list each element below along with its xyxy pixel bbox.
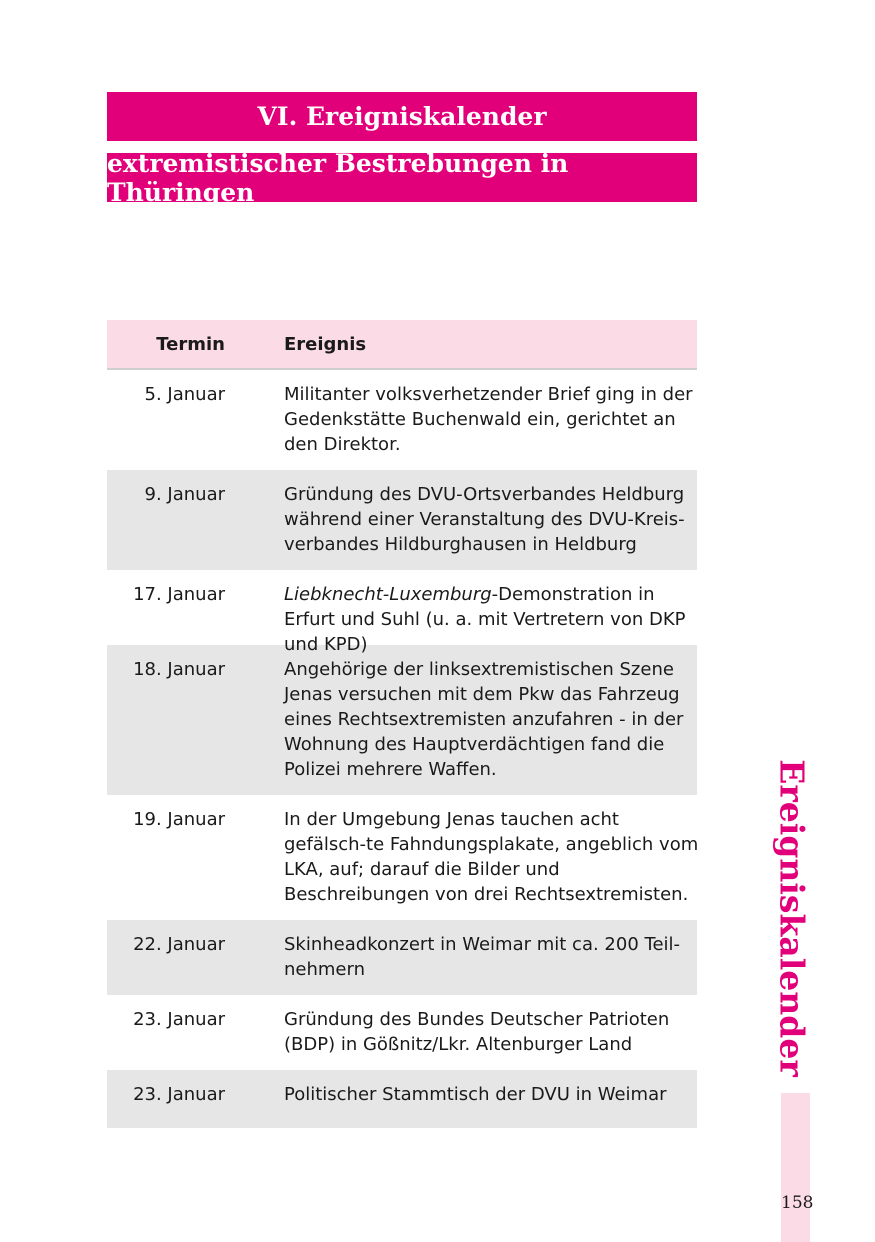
row-event-italic: Liebknecht-Luxemburg xyxy=(284,584,492,605)
chapter-title xyxy=(107,92,697,141)
section-side-title: Ereigniskalender xyxy=(772,759,812,1077)
row-date: 5. Januar xyxy=(144,384,225,405)
row-date: 9. Januar xyxy=(144,484,225,505)
row-event-rest: -Demonstration in Erfurt und Suhl (u. a. mit Vertretern von DKP und KPD) xyxy=(284,584,686,655)
table-row xyxy=(107,570,697,655)
table-header xyxy=(107,320,697,370)
row-event xyxy=(284,570,704,655)
chapter-title-text: VI. Ereigniskalender xyxy=(257,102,547,131)
row-date: 23. Januar xyxy=(133,1009,225,1030)
row-date: 17. Januar xyxy=(133,584,225,605)
row-date: 19. Januar xyxy=(133,809,225,830)
table-row xyxy=(107,470,697,570)
table-row xyxy=(107,1070,697,1128)
row-event: Militanter volksverhetzender Brief ging in der Gedenkstätte Buchenwald ein, gerichtet an den Direktor. xyxy=(284,384,693,455)
column-header-date: Termin xyxy=(156,333,225,355)
row-event: Angehörige der linksextremistischen Szene Jenas versuchen mit dem Pkw das Fahrzeug eines Rechtsextremisten anzufahren - in der Wohnung des Hauptverdächtigen fand die Polizei mehrere Waffen. xyxy=(284,659,684,780)
table-row xyxy=(107,920,697,995)
column-header-event: Ereignis xyxy=(284,333,367,355)
row-event: Gründung des DVU-Ortsverbandes Heldburg während einer Veranstaltung des DVU-Kreis-verbandes Hildburghausen in Heldburg xyxy=(284,484,685,555)
table-row xyxy=(107,995,697,1070)
chapter-subtitle-text: extremistischer Bestrebungen in Thüringen xyxy=(107,148,569,207)
table-row xyxy=(107,645,697,795)
row-event: In der Umgebung Jenas tauchen acht gefälsch-te Fahndungsplakate, angeblich vom LKA, auf; darauf die Bilder und Beschreibungen von drei Rechtsextremisten. xyxy=(284,809,699,905)
page-tab xyxy=(781,1093,814,1242)
row-event: Gründung des Bundes Deutscher Patrioten (BDP) in Gößnitz/Lkr. Altenburger Land xyxy=(284,1009,670,1055)
event-table xyxy=(107,320,697,1128)
table-row xyxy=(107,370,697,470)
row-date: 22. Januar xyxy=(133,934,225,955)
row-date: 18. Januar xyxy=(133,659,225,680)
chapter-subtitle xyxy=(107,148,697,207)
row-event: Skinheadkonzert in Weimar mit ca. 200 Teil-nehmern xyxy=(284,934,681,980)
table-row xyxy=(107,795,697,920)
row-event: Politischer Stammtisch der DVU in Weimar xyxy=(284,1084,667,1105)
row-date: 23. Januar xyxy=(133,1084,225,1105)
page-number: 158 xyxy=(781,1193,814,1213)
